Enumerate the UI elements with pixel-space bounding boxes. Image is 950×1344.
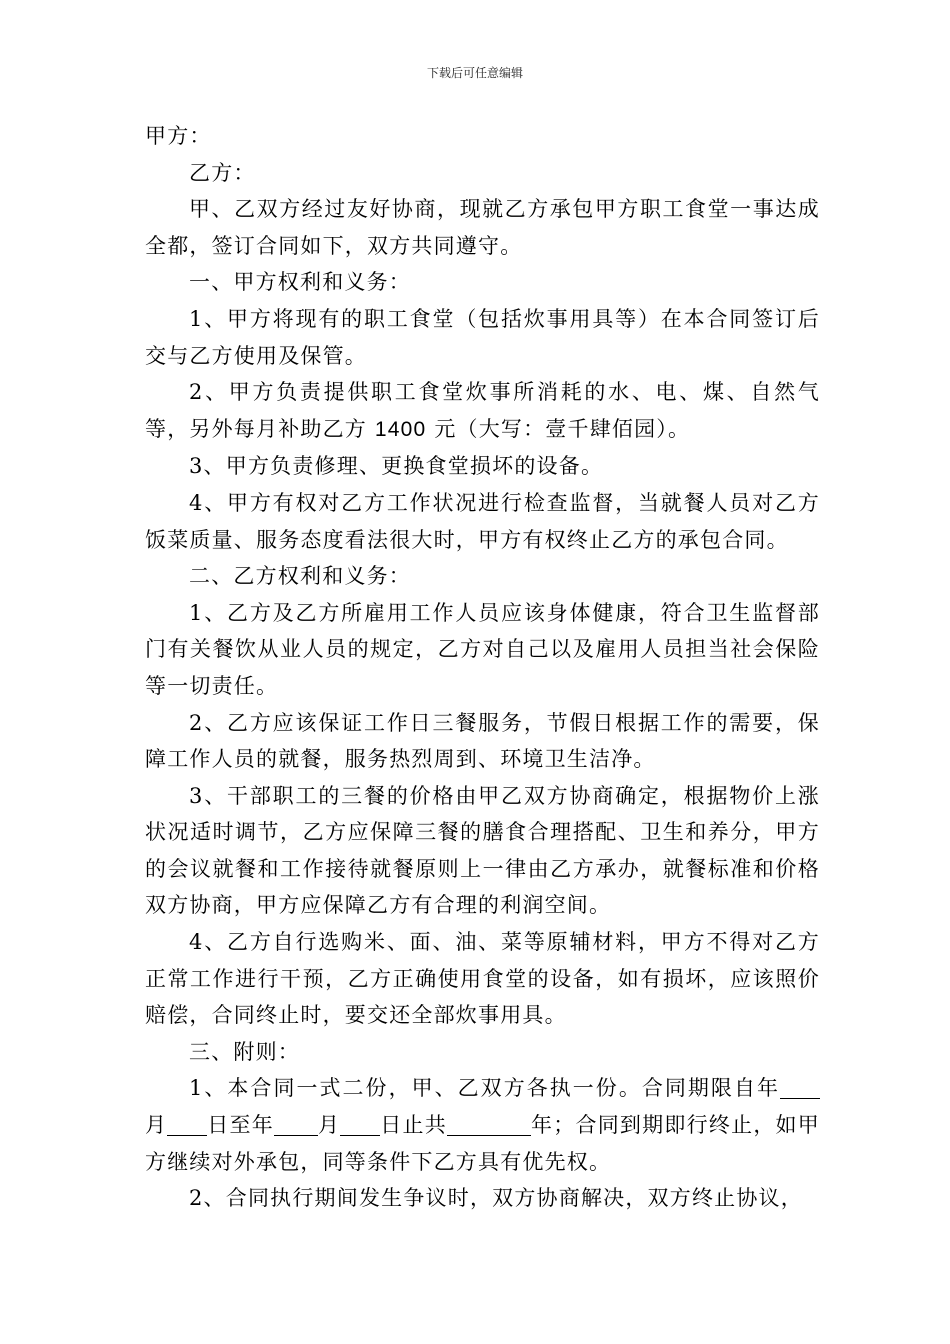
blank-start-year (780, 1074, 820, 1099)
section-2-item-4: 4、乙方自行选购米、面、油、菜等原辅材料，甲方不得对乙方正常工作进行干预，乙方正确使用食堂的设备，如有损坏，应该照价赔偿，合同终止时，要交还全部炊事用具。 (145, 930, 820, 1028)
contract-body (145, 118, 820, 1217)
section-1-item-1: 1、甲方将现有的职工食堂（包括炊事用具等）在本合同签订后交与乙方使用及保管。 (145, 306, 820, 368)
section-2-title: 二、乙方权利和义务： (189, 564, 411, 589)
section-1-item-3: 3、甲方负责修理、更换食堂损坏的设备。 (189, 454, 604, 479)
section-1-item-2-text-a: 2、甲方负责提供职工食堂炊事所消耗的水、电、煤、自然气等，另外每月补助乙方 (145, 380, 820, 441)
term-text-month-2: 月 (317, 1113, 341, 1138)
term-text-end: 年；合同到期即行终止，如甲方继续对外承包，同等条件下乙方具有优先权。 (145, 1113, 820, 1174)
party-a-label: 甲方： (145, 124, 212, 148)
term-text-day-1: 日至年 (207, 1113, 274, 1138)
section-2-item-1: 1、乙方及乙方所雇用工作人员应该身体健康，符合卫生监督部门有关餐饮从业人员的规定，乙方对自己以及雇用人员担当社会保险等一切责任。 (145, 600, 820, 698)
section-3-title: 三、附则： (189, 1039, 300, 1064)
blank-total-years (447, 1111, 531, 1136)
page-header-note: 下载后可任意编辑 (426, 66, 523, 80)
section-1-title: 一、甲方权利和义务： (189, 270, 411, 295)
blank-start-month (167, 1111, 207, 1136)
contract-intro: 甲、乙双方经过友好协商，现就乙方承包甲方职工食堂一事达成全都，签订合同如下，双方共同遵守。 (145, 197, 820, 258)
blank-end-month (340, 1111, 380, 1136)
section-3-item-1 (145, 1070, 820, 1180)
term-text-month-1: 月 (145, 1113, 168, 1138)
section-3-item-2: 2、合同执行期间发生争议时，双方协商解决，双方终止协议， (189, 1186, 803, 1211)
section-1-item-2 (145, 374, 820, 448)
section-2-item-3: 3、干部职工的三餐的价格由甲乙双方协商确定，根据物价上涨状况适时调节，乙方应保障三餐的膳食合理搭配、卫生和养分，甲方的会议就餐和工作接待就餐原则上一律由乙方承办，就餐标准和价格双方协商，甲方应保障乙方有合理的利润空间。 (145, 783, 820, 918)
term-text-day-2: 日止共 (380, 1113, 447, 1138)
section-1-item-2-text-b: 元（大写：壹千肆佰园）。 (434, 416, 691, 441)
blank-end-year (274, 1111, 318, 1136)
section-2-item-2: 2、乙方应该保证工作日三餐服务，节假日根据工作的需要，保障工作人员的就餐，服务热烈周到、环境卫生洁净。 (145, 710, 820, 772)
subsidy-amount: 1400 (374, 417, 427, 441)
term-text-start: 1、本合同一式二份，甲、乙双方各执一份。合同期限自年 (189, 1076, 780, 1101)
section-1-item-4: 4、甲方有权对乙方工作状况进行检查监督，当就餐人员对乙方饭菜质量、服务态度看法很大时，甲方有权终止乙方的承包合同。 (145, 490, 820, 552)
party-b-label: 乙方： (189, 160, 256, 185)
